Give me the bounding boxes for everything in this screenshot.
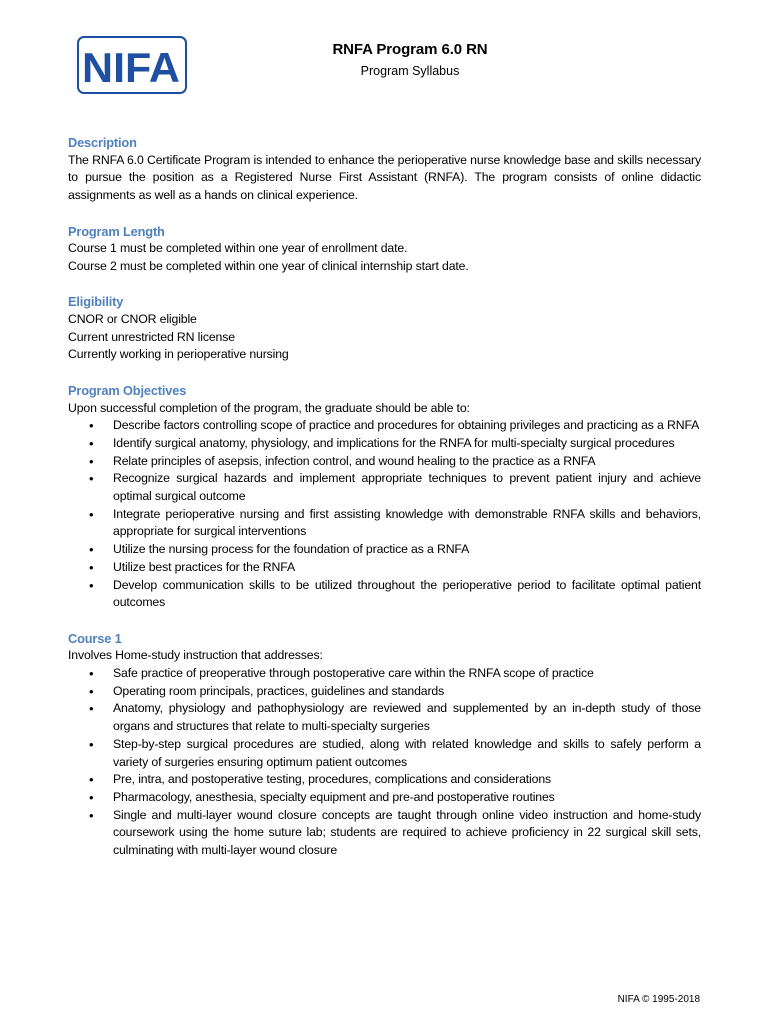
list-item: • Safe practice of preoperative through postoperative care within the RNFA scope of practice [68,665,701,683]
list-item: • Utilize the nursing process for the foundation of practice as a RNFA [68,541,701,559]
list-item: • Relate principles of asepsis, infection control, and wound healing to the practice as a RNFA [68,453,701,471]
objectives-list [68,417,701,612]
text-line: Currently working in perioperative nursing [68,347,289,362]
list-item: • Develop communication skills to be utilized throughout the perioperative period to facilitate optimal patient outcomes [68,577,701,612]
section-eligibility [68,293,701,364]
objectives-intro: Upon successful completion of the program, the graduate should be able to: [68,400,470,415]
list-item: • Describe factors controlling scope of practice and procedures for obtaining privileges and practicing as a RNFA [68,417,701,435]
text-line: Course 2 must be completed within one year of clinical internship start date. [68,258,469,273]
section-heading: Course 1 [68,630,122,646]
list-item: • Pre, intra, and postoperative testing, procedures, complications and considerations [68,771,701,789]
document-title: RNFA Program 6.0 RN [332,41,488,58]
list-item: • Utilize best practices for the RNFA [68,559,701,577]
text-line: Course 1 must be completed within one year of enrollment date. [68,241,408,256]
course1-list [68,665,701,860]
section-course-1 [68,630,701,860]
text-line: Current unrestricted RN license [68,329,235,344]
list-item: • Pharmacology, anesthesia, specialty equipment and pre-and postoperative routines [68,789,701,807]
course1-intro: Involves Home-study instruction that addresses: [68,648,323,663]
section-heading: Program Objectives [68,382,187,398]
list-item: • Step-by-step surgical procedures are studied, along with related knowledge and skills to safely perform a variety of surgeries ensuring optimum patient outcomes [68,736,701,771]
section-heading: Eligibility [68,294,124,310]
section-program-length [68,223,701,276]
list-item: • Operating room principals, practices, guidelines and standards [68,683,701,701]
list-item: • Single and multi-layer wound closure concepts are taught through online video instruction and home-study coursework using the home suture lab; students are required to achieve proficiency in 22 surgical skill sets, culminating with multi-layer wound closure [68,807,701,860]
list-item: • Identify surgical anatomy, physiology, and implications for the RNFA for multi-specialty surgical procedures [68,435,701,453]
list-item: • Integrate perioperative nursing and first assisting knowledge with demonstrable RNFA skills and behaviors, appropriate for surgical interventions [68,506,701,541]
footer-copyright: NIFA © 1995-2018 [617,994,700,1005]
nifa-logo [77,36,187,94]
document-body [68,134,701,877]
section-program-objectives [68,382,701,612]
document-subtitle: Program Syllabus [360,64,460,78]
logo-wordmark: NIFA [82,44,180,91]
text-line: CNOR or CNOR eligible [68,312,197,326]
section-description [68,134,701,205]
section-heading: Description [68,135,137,150]
description-text: The RNFA 6.0 Certificate Program is intended to enhance the perioperative nurse knowledge base and skills necessary to pursue the position as a Registered Nurse First Assistant (RNFA). The program consists of online didactic assignments as well as a hands on clinical experience. [68,152,701,203]
list-item: • Anatomy, physiology and pathophysiology are reviewed and supplemented by an in-depth study of those organs and structures that relate to multi-specialty surgeries [68,700,701,735]
list-item: • Recognize surgical hazards and implement appropriate techniques to prevent patient injury and achieve optimal surgical outcome [68,470,701,505]
section-heading: Program Length [68,223,165,239]
